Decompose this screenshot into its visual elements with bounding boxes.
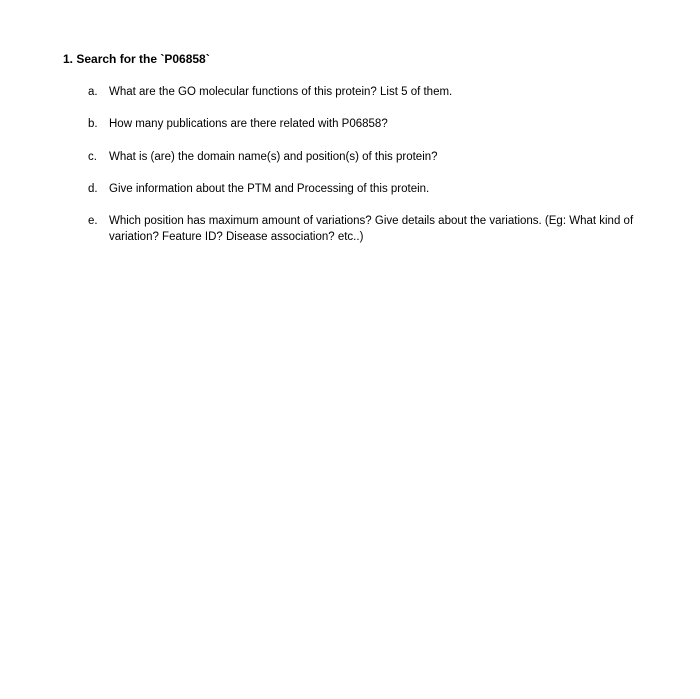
sub-question-marker: d. [88, 183, 98, 195]
sub-question-text: How many publications are there related with P06858? [109, 118, 388, 130]
sub-question-text: Give information about the PTM and Processing of this protein. [109, 183, 430, 195]
sub-question-marker: e. [88, 215, 98, 227]
question-heading: 1. Search for the `P06858` [63, 52, 210, 66]
sub-question-marker: b. [88, 118, 98, 130]
sub-question-text: What are the GO molecular functions of this protein? List 5 of them. [109, 86, 453, 98]
sub-question-text: Which position has maximum amount of variations? Give details about the variations. (Eg: What kind of variation? Feature ID? Disease association? etc..) [109, 215, 634, 243]
sub-question-text: What is (are) the domain name(s) and position(s) of this protein? [109, 151, 438, 163]
sub-question-marker: a. [88, 86, 98, 98]
sub-question-marker: c. [88, 151, 97, 163]
